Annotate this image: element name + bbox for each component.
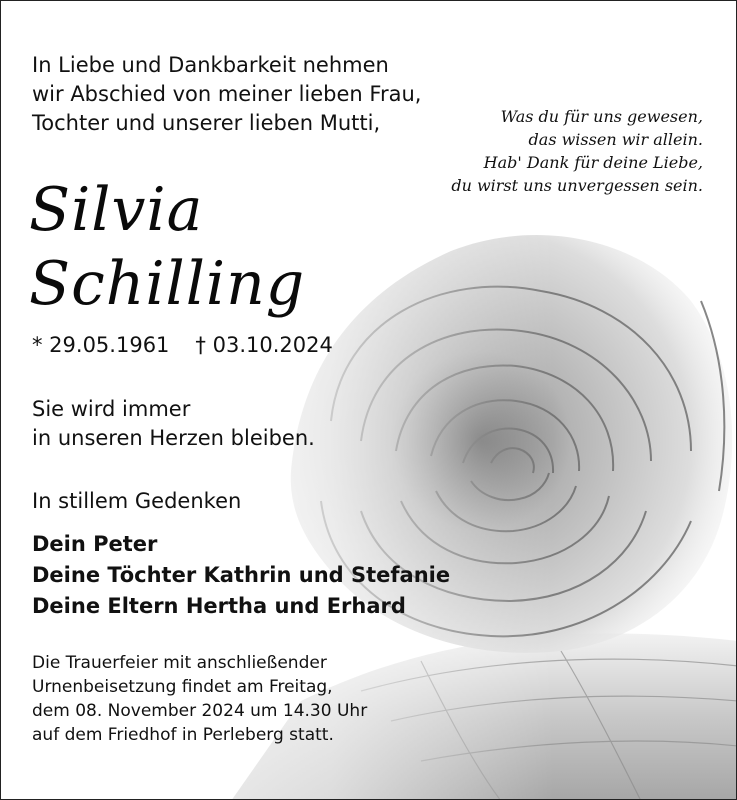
mourners-list xyxy=(32,529,450,622)
quote-line-2: das wissen wir allein. xyxy=(528,130,703,149)
service-line-1: Die Trauerfeier mit anschließender xyxy=(32,653,327,673)
mourner-name: Deine Eltern Hertha und Erhard xyxy=(32,594,406,618)
quote-line-1: Was du für uns gewesen, xyxy=(500,107,703,126)
birth-date: * 29.05.1961 xyxy=(32,333,170,357)
remembrance-line-2: in unseren Herzen bleiben. xyxy=(32,426,315,450)
life-dates xyxy=(32,331,333,359)
intro-line-2: wir Abschied von meiner lieben Frau, xyxy=(32,82,422,106)
death-date: † 03.10.2024 xyxy=(195,333,333,357)
service-line-2: Urnenbeisetzung findet am Freitag, xyxy=(32,677,333,697)
last-name: Schilling xyxy=(29,249,306,319)
intro-line-1: In Liebe und Dankbarkeit nehmen xyxy=(32,53,389,77)
intro-text xyxy=(32,51,421,138)
remembrance-line-1: Sie wird immer xyxy=(32,397,191,421)
intro-line-3: Tochter und unserer lieben Mutti, xyxy=(32,111,381,135)
memorial-quote xyxy=(451,105,703,197)
mourners-heading: In stillem Gedenken xyxy=(32,489,242,513)
service-line-4: auf dem Friedhof in Perleberg statt. xyxy=(32,725,334,745)
mourner-name: Deine Töchter Kathrin und Stefanie xyxy=(32,563,451,587)
remembrance-text xyxy=(32,395,315,453)
deceased-name xyxy=(29,173,305,321)
service-line-3: dem 08. November 2024 um 14.30 Uhr xyxy=(32,701,368,721)
mourner-name: Dein Peter xyxy=(32,532,158,556)
first-name: Silvia xyxy=(29,175,204,245)
quote-line-4: du wirst uns unvergessen sein. xyxy=(451,176,703,195)
funeral-service-info xyxy=(32,651,367,747)
quote-line-3: Hab' Dank für deine Liebe, xyxy=(483,153,703,172)
